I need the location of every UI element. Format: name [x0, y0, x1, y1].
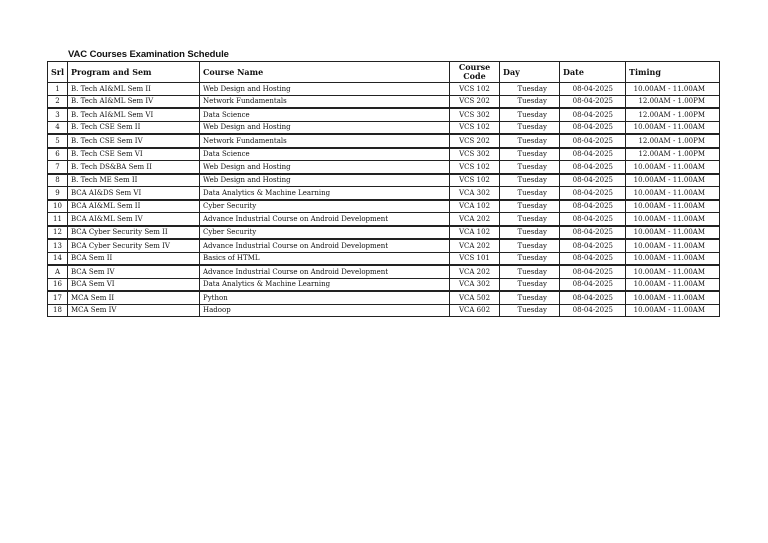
cell-program: B. Tech CSE Sem VI: [68, 148, 200, 161]
cell-timing: 10.00AM - 11.00AM: [626, 226, 720, 240]
cell-course-code: VCS 202: [450, 134, 500, 148]
cell-program: BCA AI&ML Sem II: [68, 200, 200, 213]
cell-date: 08-04-2025: [560, 95, 626, 108]
cell-day: Tuesday: [500, 200, 560, 213]
cell-course-code: VCS 101: [450, 252, 500, 265]
cell-date: 08-04-2025: [560, 226, 626, 240]
table-row: [48, 174, 720, 187]
header-row: [48, 62, 720, 83]
table-row: [48, 291, 720, 304]
cell-srl: 13: [48, 239, 68, 252]
cell-course-code: VCA 202: [450, 213, 500, 226]
cell-day: Tuesday: [500, 213, 560, 226]
cell-program: B. Tech AI&ML Sem VI: [68, 108, 200, 121]
cell-timing: 10.00AM - 11.00AM: [626, 174, 720, 187]
table-row: [48, 95, 720, 108]
cell-program: B. Tech ME Sem II: [68, 174, 200, 187]
cell-course-name: Network Fundamentals: [200, 95, 450, 108]
cell-course-code: VCA 502: [450, 291, 500, 304]
page-title: VAC Courses Examination Schedule: [68, 49, 229, 60]
cell-day: Tuesday: [500, 174, 560, 187]
cell-program: MCA Sem II: [68, 291, 200, 304]
cell-date: 08-04-2025: [560, 304, 626, 317]
cell-srl: 4: [48, 121, 68, 134]
cell-course-code: VCA 102: [450, 200, 500, 213]
cell-course-name: Data Science: [200, 108, 450, 121]
cell-timing: 10.00AM - 11.00AM: [626, 252, 720, 265]
cell-course-code: VCS 302: [450, 108, 500, 121]
cell-timing: 12.00AM - 1.00PM: [626, 134, 720, 148]
cell-srl: 8: [48, 174, 68, 187]
cell-date: 08-04-2025: [560, 161, 626, 174]
cell-timing: 10.00AM - 11.00AM: [626, 213, 720, 226]
cell-day: Tuesday: [500, 252, 560, 265]
cell-date: 08-04-2025: [560, 252, 626, 265]
cell-timing: 12.00AM - 1.00PM: [626, 108, 720, 121]
cell-timing: 12.00AM - 1.00PM: [626, 95, 720, 108]
cell-day: Tuesday: [500, 304, 560, 317]
cell-day: Tuesday: [500, 187, 560, 200]
cell-day: Tuesday: [500, 134, 560, 148]
cell-date: 08-04-2025: [560, 239, 626, 252]
table-row: [48, 200, 720, 213]
schedule-table: [47, 61, 720, 317]
cell-course-code: VCS 302: [450, 148, 500, 161]
cell-course-name: Basics of HTML: [200, 252, 450, 265]
cell-srl: 12: [48, 226, 68, 240]
cell-day: Tuesday: [500, 239, 560, 252]
cell-course-name: Web Design and Hosting: [200, 174, 450, 187]
table-row: [48, 121, 720, 134]
cell-timing: 10.00AM - 11.00AM: [626, 200, 720, 213]
cell-day: Tuesday: [500, 226, 560, 240]
cell-day: Tuesday: [500, 291, 560, 304]
table-row: [48, 226, 720, 240]
table-row: [48, 252, 720, 265]
cell-date: 08-04-2025: [560, 108, 626, 121]
table-row: [48, 148, 720, 161]
cell-srl: 10: [48, 200, 68, 213]
col-header-day: Day: [500, 62, 560, 83]
cell-course-code: VCA 102: [450, 226, 500, 240]
table-row: [48, 278, 720, 291]
cell-srl: 16: [48, 278, 68, 291]
cell-srl: 2: [48, 95, 68, 108]
cell-date: 08-04-2025: [560, 134, 626, 148]
cell-course-code: VCA 302: [450, 278, 500, 291]
cell-course-name: Data Science: [200, 148, 450, 161]
cell-day: Tuesday: [500, 265, 560, 278]
cell-timing: 10.00AM - 11.00AM: [626, 265, 720, 278]
cell-srl: 9: [48, 187, 68, 200]
cell-srl: 11: [48, 213, 68, 226]
cell-program: BCA Sem II: [68, 252, 200, 265]
cell-course-code: VCA 602: [450, 304, 500, 317]
cell-timing: 10.00AM - 11.00AM: [626, 121, 720, 134]
cell-program: B. Tech CSE Sem IV: [68, 134, 200, 148]
cell-day: Tuesday: [500, 161, 560, 174]
cell-course-name: Advance Industrial Course on Android Development: [200, 265, 450, 278]
cell-course-code: VCA 202: [450, 239, 500, 252]
cell-srl: 1: [48, 83, 68, 96]
cell-timing: 10.00AM - 11.00AM: [626, 239, 720, 252]
cell-course-name: Data Analytics & Machine Learning: [200, 187, 450, 200]
table-row: [48, 83, 720, 96]
cell-day: Tuesday: [500, 148, 560, 161]
cell-course-name: Cyber Security: [200, 226, 450, 240]
cell-program: BCA Cyber Security Sem II: [68, 226, 200, 240]
cell-course-name: Python: [200, 291, 450, 304]
cell-course-name: Cyber Security: [200, 200, 450, 213]
cell-program: B. Tech AI&ML Sem II: [68, 83, 200, 96]
cell-date: 08-04-2025: [560, 291, 626, 304]
cell-course-code: VCS 202: [450, 95, 500, 108]
col-header-srl: Srl: [48, 62, 68, 83]
cell-date: 08-04-2025: [560, 187, 626, 200]
cell-course-name: Web Design and Hosting: [200, 83, 450, 96]
cell-date: 08-04-2025: [560, 213, 626, 226]
cell-course-code: VCA 202: [450, 265, 500, 278]
cell-program: B. Tech DS&BA Sem II: [68, 161, 200, 174]
cell-date: 08-04-2025: [560, 148, 626, 161]
cell-srl: 14: [48, 252, 68, 265]
cell-course-name: Hadoop: [200, 304, 450, 317]
cell-course-name: Web Design and Hosting: [200, 161, 450, 174]
cell-timing: 10.00AM - 11.00AM: [626, 304, 720, 317]
cell-timing: 10.00AM - 11.00AM: [626, 187, 720, 200]
cell-date: 08-04-2025: [560, 121, 626, 134]
col-header-date: Date: [560, 62, 626, 83]
col-header-code: Course Code: [450, 62, 500, 83]
cell-course-name: Advance Industrial Course on Android Development: [200, 213, 450, 226]
cell-course-name: Data Analytics & Machine Learning: [200, 278, 450, 291]
cell-timing: 12.00AM - 1.00PM: [626, 148, 720, 161]
cell-srl: 7: [48, 161, 68, 174]
cell-day: Tuesday: [500, 278, 560, 291]
cell-course-name: Advance Industrial Course on Android Development: [200, 239, 450, 252]
cell-day: Tuesday: [500, 121, 560, 134]
cell-program: BCA AI&ML Sem IV: [68, 213, 200, 226]
cell-date: 08-04-2025: [560, 265, 626, 278]
col-header-timing: Timing: [626, 62, 720, 83]
cell-program: B. Tech CSE Sem II: [68, 121, 200, 134]
table-row: [48, 265, 720, 278]
table-row: [48, 187, 720, 200]
cell-course-code: VCS 102: [450, 161, 500, 174]
table-row: [48, 134, 720, 148]
cell-srl: 18: [48, 304, 68, 317]
cell-srl: A: [48, 265, 68, 278]
cell-program: B. Tech AI&ML Sem IV: [68, 95, 200, 108]
cell-day: Tuesday: [500, 108, 560, 121]
cell-date: 08-04-2025: [560, 174, 626, 187]
cell-program: MCA Sem IV: [68, 304, 200, 317]
cell-date: 08-04-2025: [560, 200, 626, 213]
cell-timing: 10.00AM - 11.00AM: [626, 278, 720, 291]
cell-timing: 10.00AM - 11.00AM: [626, 291, 720, 304]
table-row: [48, 108, 720, 121]
cell-timing: 10.00AM - 11.00AM: [626, 83, 720, 96]
table-row: [48, 304, 720, 317]
cell-course-name: Network Fundamentals: [200, 134, 450, 148]
cell-srl: 5: [48, 134, 68, 148]
cell-date: 08-04-2025: [560, 83, 626, 96]
cell-program: BCA Cyber Security Sem IV: [68, 239, 200, 252]
cell-program: BCA Sem VI: [68, 278, 200, 291]
table-row: [48, 213, 720, 226]
cell-srl: 6: [48, 148, 68, 161]
col-header-course: Course Name: [200, 62, 450, 83]
cell-srl: 3: [48, 108, 68, 121]
cell-course-code: VCS 102: [450, 83, 500, 96]
cell-program: BCA AI&DS Sem VI: [68, 187, 200, 200]
cell-program: BCA Sem IV: [68, 265, 200, 278]
cell-day: Tuesday: [500, 95, 560, 108]
cell-course-code: VCA 302: [450, 187, 500, 200]
table-row: [48, 161, 720, 174]
cell-course-code: VCS 102: [450, 121, 500, 134]
cell-date: 08-04-2025: [560, 278, 626, 291]
table-body: [48, 83, 720, 317]
cell-course-code: VCS 102: [450, 174, 500, 187]
cell-day: Tuesday: [500, 83, 560, 96]
cell-srl: 17: [48, 291, 68, 304]
table-row: [48, 239, 720, 252]
col-header-program: Program and Sem: [68, 62, 200, 83]
cell-timing: 10.00AM - 11.00AM: [626, 161, 720, 174]
cell-course-name: Web Design and Hosting: [200, 121, 450, 134]
